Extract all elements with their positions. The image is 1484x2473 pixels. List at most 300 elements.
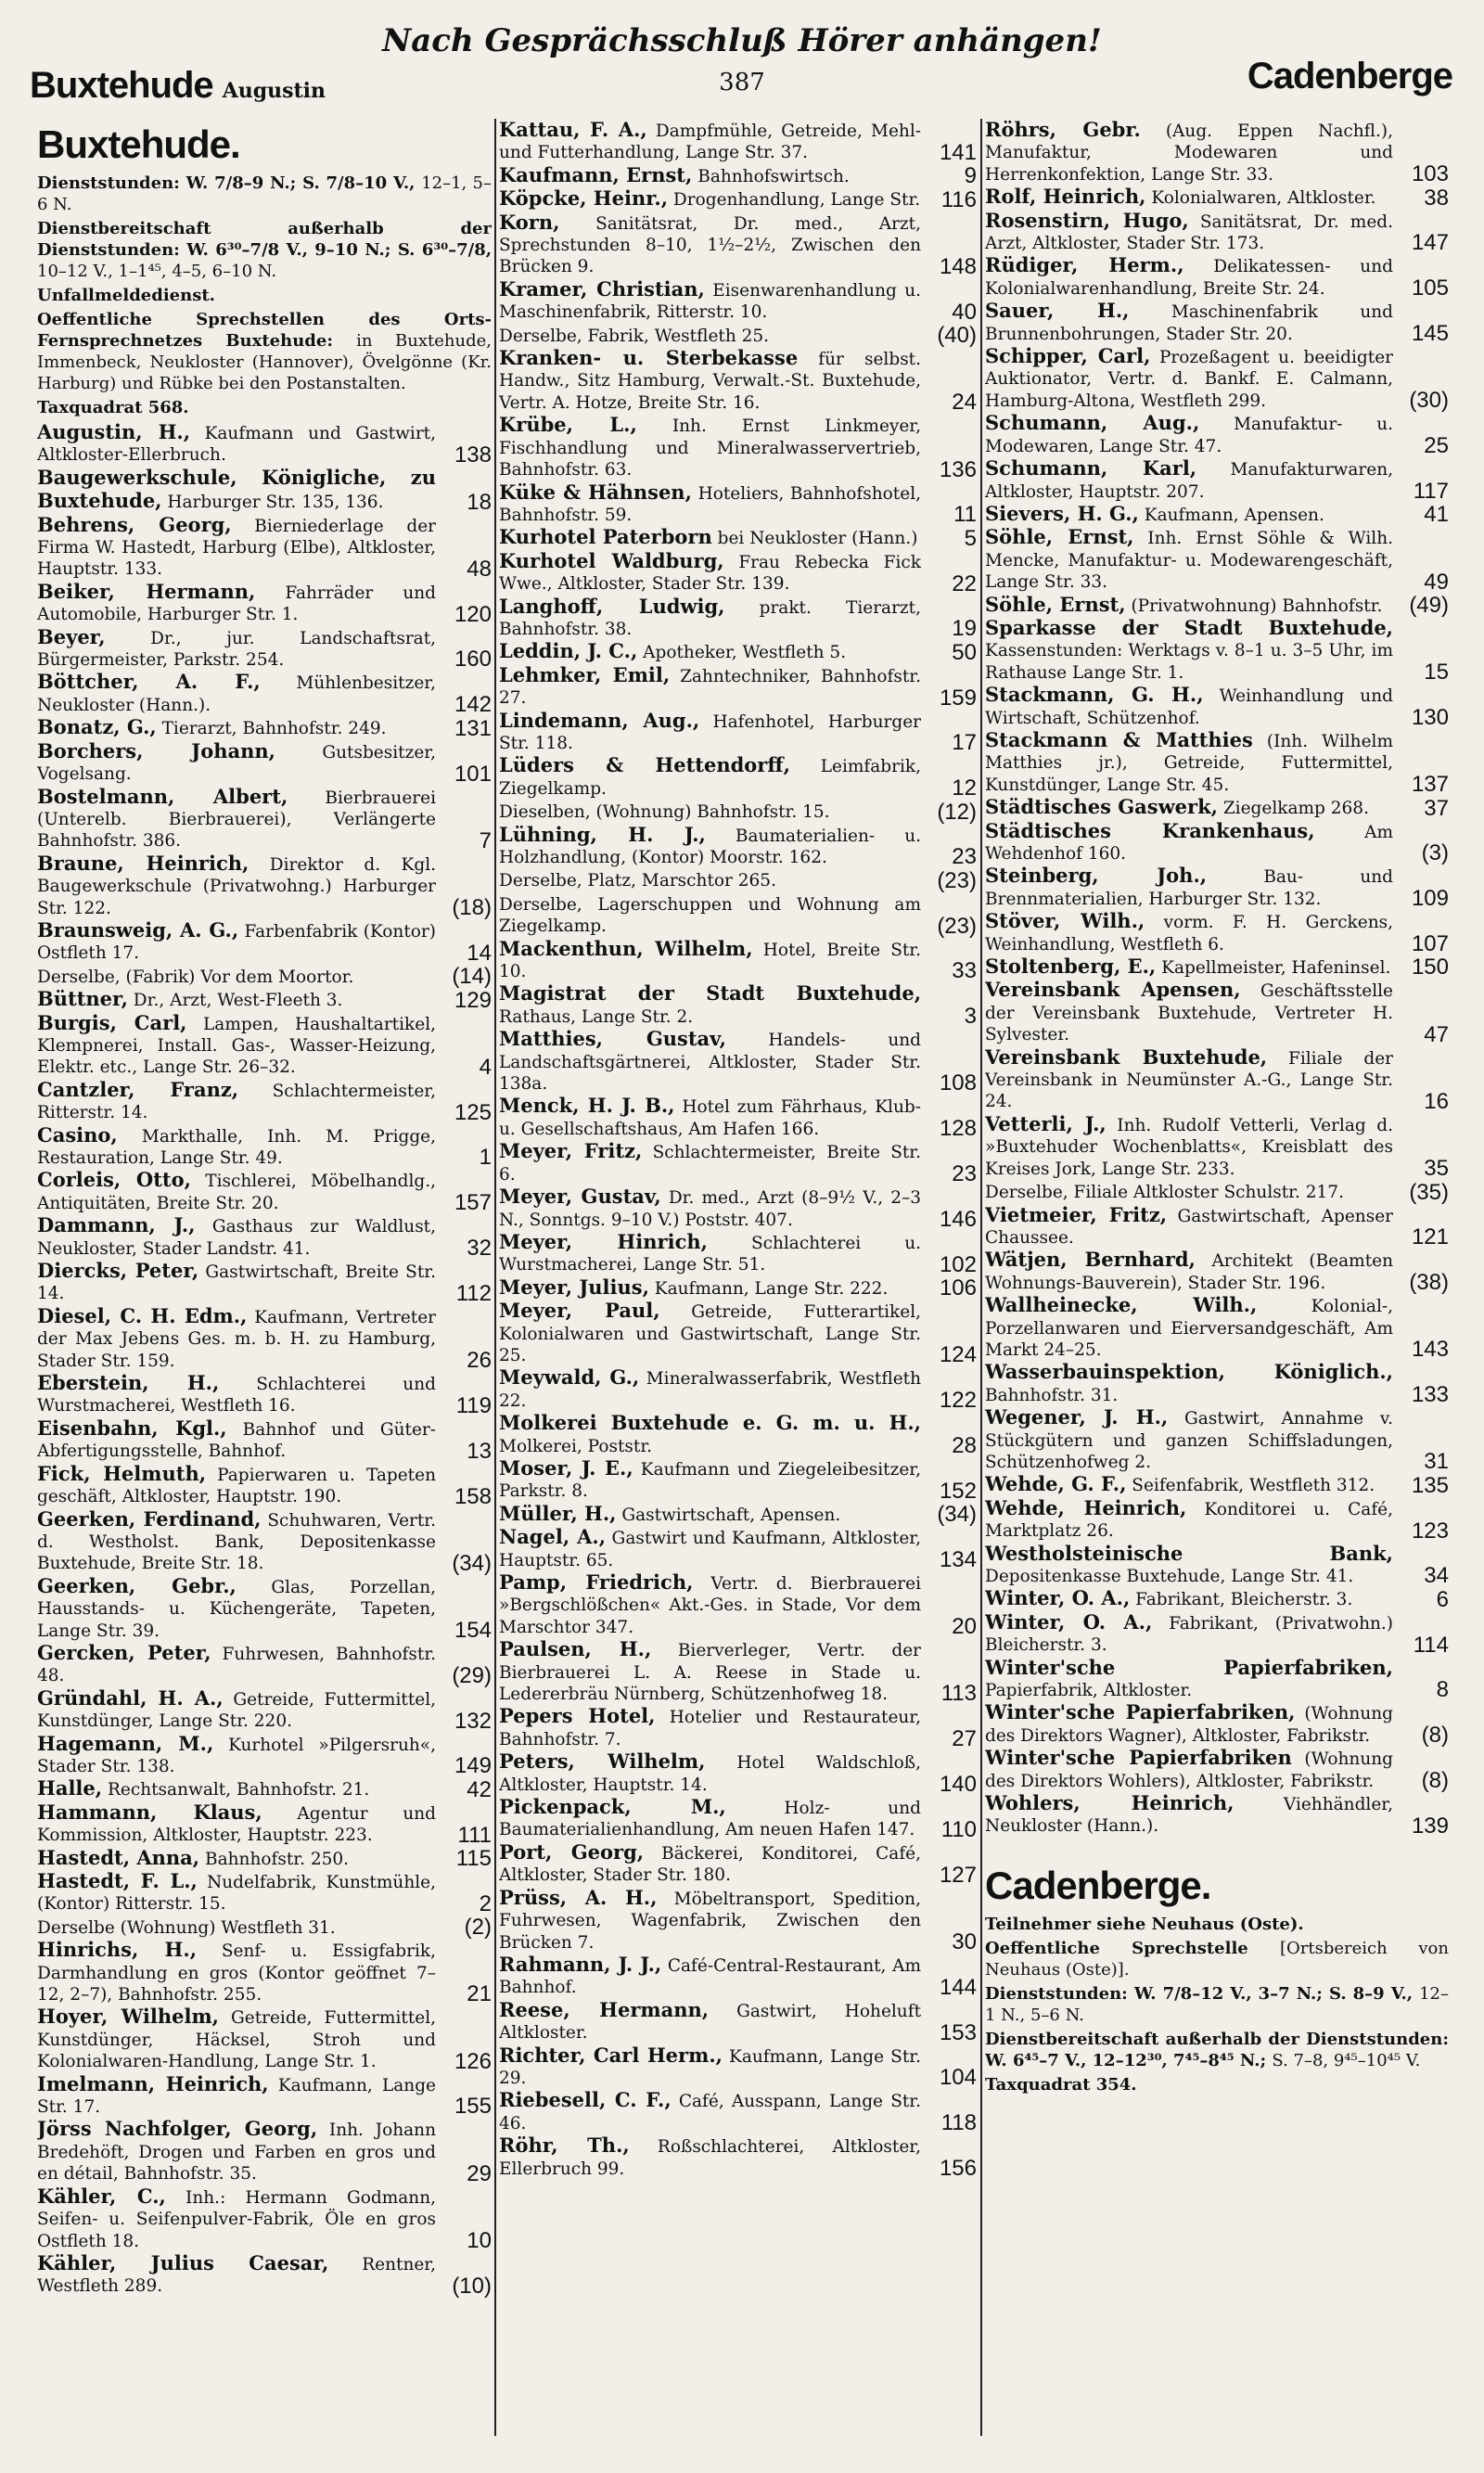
phone-number: 125	[454, 1099, 492, 1125]
subscriber-details: Drogenhandlung, Lange Str.	[672, 190, 921, 211]
directory-entry	[499, 1095, 977, 1140]
subscriber-details: Vertr. d. Bierbrauerei »Bergschlößchen« Akt.-Ges. in Stade, Vor dem Marschtor 347.	[499, 1574, 921, 1637]
phone-number: 157	[454, 1190, 492, 1216]
phone-number: (2)	[464, 1915, 492, 1941]
subscriber-details: Zahntechniker, Bahnhofstr. 27.	[499, 666, 921, 709]
info-label: Dienststunden: W. 7/8–9 N.; S. 7/8–10 V.,	[37, 173, 422, 193]
subscriber-details: Kaufmann, Vertreter der Max Jebens Ges. m. b. H. zu Hamburg, Stader Str. 159.	[37, 1307, 436, 1371]
directory-entry	[37, 1916, 492, 1939]
subscriber-name: Beiker, Hermann,	[37, 579, 256, 603]
subscriber-name: Lüders & Hettendorff,	[499, 753, 790, 777]
subscriber-name: Küke & Hähnsen,	[499, 480, 692, 504]
phone-number: 140	[939, 1772, 977, 1798]
subscriber-details: Derselbe, Lagerschuppen und Wohnung am Ziegelkamp.	[499, 894, 921, 937]
subscriber-name: Winter'sche Papierfabriken	[985, 1746, 1292, 1770]
info-text: 12–1, 5–6 N.	[37, 173, 492, 214]
directory-entry	[499, 1185, 977, 1231]
directory-entry	[37, 1733, 492, 1778]
subscriber-details: Manufaktur- u. Modewaren, Lange Str. 47.	[985, 415, 1394, 456]
subscriber-details: (Privatwohnung) Bahnhofstr.	[1131, 596, 1383, 616]
subscriber-details: Hoteliers, Bahnhofshotel, Bahnhofstr. 59.	[499, 483, 921, 525]
phone-number: 132	[454, 1708, 492, 1734]
phone-number: 25	[1424, 433, 1449, 459]
directory-entry	[499, 211, 977, 278]
phone-number: 11	[953, 502, 977, 528]
directory-entry	[37, 852, 492, 919]
phone-number: 120	[454, 601, 492, 627]
subscriber-name: Kramer, Christian,	[499, 276, 705, 301]
phone-number: 50	[952, 639, 977, 665]
directory-entry	[499, 1276, 977, 1300]
subscriber-name: Schumann, Aug.,	[985, 411, 1200, 435]
phone-number: 142	[454, 692, 492, 718]
directory-entry	[985, 796, 1449, 819]
phone-number: 104	[939, 2065, 977, 2091]
subscriber-name: Lühning, H. J.,	[499, 822, 706, 846]
subscriber-details: Depositenkasse Buxtehude, Lange Str. 41.	[985, 1567, 1354, 1586]
subscriber-details: Kaufmann, Lange Str. 17.	[37, 2075, 436, 2118]
directory-entry	[37, 1777, 492, 1800]
subscriber-details: (Wohnung des Direktors Wagner), Altkloster, Fabrikstr.	[985, 1704, 1393, 1746]
subscriber-details: Kapellmeister, Hafeninsel.	[1161, 958, 1391, 979]
subscriber-details: Inh.: Hermann Godmann, Seifen- u. Seifenpulver-Fabrik, Öle en gros Ostfleth 18.	[37, 2187, 436, 2251]
info-paragraph	[985, 2029, 1449, 2071]
phone-number: 156	[939, 2155, 977, 2181]
subscriber-details: Hotel Waldschloß, Altkloster, Hauptstr. 14.	[499, 1753, 921, 1795]
phone-number: 149	[454, 1753, 492, 1779]
subscriber-name: Matthies, Gustav,	[499, 1027, 726, 1051]
directory-entry	[499, 1412, 977, 1457]
info-label: Taxquadrat 354.	[985, 2074, 1137, 2095]
info-label: Teilnehmer siehe Neuhaus (Oste).	[985, 1914, 1304, 1934]
subscriber-details: bei Neukloster (Hann.)	[717, 529, 918, 549]
phone-number: 133	[1411, 1382, 1449, 1408]
directory-entry	[499, 1028, 977, 1095]
directory-entry	[37, 1939, 492, 2005]
subscriber-details: Inh. Ernst Linkmeyer, Fischhandlung und Mineralwasservertrieb, Bahnhofstr. 63.	[499, 416, 921, 481]
phone-number: 3	[964, 1004, 977, 1030]
directory-entry	[985, 594, 1449, 617]
phone-number: 103	[1411, 161, 1449, 187]
phone-number: 101	[454, 761, 492, 787]
subscriber-details: Hotel zum Fährhaus, Klub- u. Gesellschaftshaus, Am Hafen 166.	[499, 1097, 921, 1139]
phone-number: 33	[952, 958, 977, 984]
subscriber-details: prakt. Tierarzt, Bahnhofstr. 38.	[499, 597, 921, 639]
subscriber-name: Lindemann, Aug.,	[499, 708, 700, 732]
directory-entry	[985, 503, 1449, 526]
phone-number: (3)	[1421, 840, 1449, 866]
subscriber-name: Wehde, Heinrich,	[985, 1495, 1187, 1519]
phone-number: 109	[1411, 886, 1449, 912]
subscriber-name: Hinrichs, H.,	[37, 1938, 198, 1962]
subscriber-details: Gastwirtschaft, Apenser Chaussee.	[985, 1206, 1394, 1248]
directory-entry	[499, 596, 977, 641]
subscriber-name: Rüdiger, Herm.,	[985, 253, 1184, 277]
phone-number: 123	[1411, 1518, 1449, 1544]
subscriber-name: Riebesell, C. F.,	[499, 2088, 672, 2112]
info-label: Oeffentliche Sprechstelle	[985, 1938, 1280, 1958]
directory-entry	[499, 187, 977, 211]
directory-entry	[499, 1841, 977, 1887]
subscriber-name: Büttner,	[37, 987, 128, 1011]
directory-entry	[499, 1231, 977, 1276]
directory-entry	[499, 1954, 977, 1999]
subscriber-name: Röhrs, Gebr.	[985, 119, 1141, 141]
phone-number: 22	[952, 570, 977, 596]
subscriber-details: Kaufmann, Lange Str. 222.	[654, 1278, 889, 1299]
column-divider	[494, 119, 496, 2436]
directory-entry	[499, 800, 977, 823]
subscriber-name: Söhle, Ernst,	[985, 525, 1134, 549]
subscriber-details: Kolonial-, Porzellanwaren und Eierversandgeschäft, Am Markt 24–25.	[985, 1297, 1393, 1360]
subscriber-details: Kurhotel »Pilgersruh«, Stader Str. 138.	[37, 1735, 436, 1776]
directory-entry	[499, 414, 977, 481]
phone-number: 40	[952, 299, 977, 325]
subscriber-name: Jörss Nachfolger, Georg,	[37, 2117, 318, 2141]
subscriber-details: Markthalle, Inh. M. Prigge, Restauration, Lange Str. 49.	[37, 1126, 436, 1168]
subscriber-name: Korn,	[499, 210, 560, 234]
subscriber-name: Stackmann & Matthies	[985, 727, 1253, 751]
subscriber-details: Glas, Porzellan, Hausstands- u. Küchengeräte, Tapeten, Lange Str. 39.	[37, 1577, 436, 1641]
info-label: Dienstbereitschaft außerhalb der Dienststunden: W. 6³⁰–7/8 V., 9–10 N.; S. 6³⁰–7/8,	[37, 219, 492, 260]
subscriber-name: Langhoff, Ludwig,	[499, 594, 725, 618]
phone-number: (34)	[452, 1550, 492, 1576]
subscriber-details: Mühlenbesitzer, Neukloster (Hann.).	[37, 673, 436, 715]
phone-number: 127	[939, 1862, 977, 1888]
directory-entry	[37, 1687, 492, 1733]
subscriber-details: Frau Rebecka Fick Wwe., Altkloster, Stader Str. 139.	[499, 552, 921, 595]
subscriber-name: Wätjen, Bernhard,	[985, 1248, 1196, 1272]
entry-list	[499, 119, 977, 2180]
info-text: 12–1 N., 5–6 N.	[985, 1983, 1449, 2025]
subscriber-name: Schipper, Carl,	[985, 344, 1151, 368]
phone-number: 41	[1424, 502, 1449, 528]
subscriber-details: Derselbe, Platz, Marschtor 265.	[499, 871, 776, 891]
phone-number: 143	[1411, 1337, 1449, 1363]
subscriber-details: Konditorei u. Café, Marktplatz 26.	[985, 1499, 1393, 1542]
subscriber-details: Inh. Rudolf Vetterli, Verlag d. »Buxtehuder Wochenblatts«, Kreisblatt des Kreises Jork, Lange Str. 233.	[985, 1115, 1393, 1179]
subscriber-name: Köpcke, Heinr.,	[499, 186, 669, 211]
subscriber-details: (Aug. Eppen Nachfl.), Manufaktur, Modewaren und Herrenkonfektion, Lange Str. 33.	[985, 122, 1393, 185]
phone-number: 29	[467, 2160, 492, 2186]
directory-entry	[985, 119, 1449, 186]
subscriber-details: Am Wehdenhof 160.	[985, 822, 1393, 864]
directory-entry	[985, 1701, 1449, 1747]
subscriber-details: Café, Ausspann, Lange Str. 46.	[499, 2092, 922, 2133]
directory-entry	[499, 1705, 977, 1750]
info-label: Unfallmeldedienst.	[37, 286, 215, 305]
directory-entry	[985, 1657, 1449, 1702]
subscriber-details: Delikatessen- und Kolonialwarenhandlung, Breite Str. 24.	[985, 257, 1393, 299]
subscriber-details: Handels- und Landschaftsgärtnerei, Altkloster, Stader Str. 138a.	[499, 1031, 921, 1095]
directory-entry	[985, 300, 1449, 345]
directory-entry	[499, 1887, 977, 1954]
subscriber-details: Gastwirt, Annahme v. Stückgütern und ganzen Schiffsladungen, Schützenhofweg 2.	[985, 1409, 1393, 1472]
info-text: in Buxtehude, Immenbeck, Neukloster (Hannover), Övelgönne (Kr. Harburg) und Rübke bei den Postanstalten.	[37, 331, 492, 393]
directory-entry	[499, 824, 977, 869]
subscriber-details: Bäckerei, Konditorei, Café, Altkloster, Stader Str. 180.	[499, 1843, 921, 1886]
phone-number: 145	[1411, 321, 1449, 347]
directory-entry	[985, 1249, 1449, 1294]
phone-number: 150	[1411, 955, 1449, 980]
phone-number: 154	[454, 1617, 492, 1643]
subscriber-details: Nudelfabrik, Kunstmühle, (Kontor) Ritterstr. 15.	[37, 1873, 436, 1915]
subscriber-details: Bahnhof und Güter-Abfertigungsstelle, Bahnhof.	[37, 1419, 436, 1462]
subscriber-name: Hastedt, F. L.,	[37, 1869, 198, 1892]
directory-entry	[499, 1638, 977, 1705]
subscriber-details: Viehhändler, Neukloster (Hann.).	[985, 1795, 1393, 1837]
subscriber-name: Krübe, L.,	[499, 413, 637, 437]
directory-entry	[499, 1999, 977, 2044]
subscriber-details: Eisenwarenhandlung u. Maschinenfabrik, Ritterstr. 10.	[499, 280, 921, 323]
directory-entry	[37, 988, 492, 1011]
subscriber-details: Senf- u. Essigfabrik, Darmhandlung en gros (Kontor geöffnet 7–12, 2–7), Bahnhofstr. 255.	[37, 1941, 436, 2005]
directory-entry	[37, 1870, 492, 1916]
subscriber-name: Sievers, H. G.,	[985, 501, 1139, 525]
subscriber-details: Molkerei, Poststr.	[499, 1436, 653, 1456]
subscriber-name: Reese, Hermann,	[499, 1997, 710, 2021]
directory-entry	[985, 910, 1449, 955]
subscriber-name: Menck, H. J. B.,	[499, 1094, 675, 1118]
directory-entry	[985, 526, 1449, 593]
directory-entry	[499, 1140, 977, 1185]
subscriber-name: Nagel, A.,	[499, 1525, 607, 1549]
phone-number: 148	[939, 253, 977, 279]
town-heading: Buxtehude.	[37, 122, 240, 166]
phone-number: 4	[479, 1054, 492, 1080]
phone-number: 42	[467, 1776, 492, 1802]
phone-number: 15	[1424, 660, 1449, 686]
directory-entry	[37, 1508, 492, 1575]
subscriber-name: Hoyer, Wilhelm,	[37, 2005, 219, 2029]
directory-entry	[985, 1361, 1449, 1406]
phone-number: (29)	[452, 1662, 492, 1688]
subscriber-details: Tischlerei, Möbelhandlg., Antiquitäten, Breite Str. 20.	[37, 1172, 436, 1213]
directory-entry	[499, 1750, 977, 1796]
info-paragraph	[37, 309, 492, 394]
directory-entry	[985, 979, 1449, 1045]
directory-entry	[37, 1642, 492, 1687]
subscriber-details: (Wohnung des Direktors Wohlers), Altkloster, Fabrikstr.	[985, 1749, 1393, 1791]
subscriber-name: Cantzler, Franz,	[37, 1077, 239, 1101]
directory-entry	[37, 626, 492, 672]
directory-entry	[985, 684, 1449, 729]
directory-entry	[37, 1079, 492, 1124]
directory-entry	[985, 1406, 1449, 1473]
subscriber-details: Sanitätsrat, Dr. med. Arzt, Altkloster, Stader Str. 173.	[985, 211, 1393, 254]
phone-number: 139	[1411, 1813, 1449, 1839]
phone-number: 146	[939, 1206, 977, 1232]
subscriber-details: Fuhrwesen, Bahnhofstr. 48.	[37, 1644, 437, 1686]
subscriber-details: Gasthaus zur Waldlust, Neukloster, Stader Landstr. 41.	[37, 1217, 436, 1259]
phone-number: 110	[940, 1816, 977, 1842]
subscriber-details: für selbst. Handw., Sitz Hamburg, Verwalt.-St. Buxtehude, Vertr. A. Hotze, Breite Str. 16.	[499, 350, 921, 413]
info-paragraph	[37, 173, 492, 215]
subscriber-details: Bierniederlage der Firma W. Hastedt, Harburg (Elbe), Altkloster, Hauptstr. 133.	[37, 516, 436, 580]
phone-number: 19	[952, 616, 977, 642]
phone-number: 141	[939, 139, 977, 165]
info-paragraph	[985, 2074, 1449, 2095]
subscriber-name: Pickenpack, M.,	[499, 1795, 726, 1819]
phone-number: 108	[939, 1070, 977, 1096]
subscriber-name: Braune, Heinrich,	[37, 851, 249, 875]
directory-entry	[37, 421, 492, 467]
subscriber-details: Hafenhotel, Harburger Str. 118.	[499, 711, 921, 753]
town-heading: Cadenberge.	[985, 1863, 1211, 1907]
subscriber-name: Vetterli, J.,	[985, 1111, 1107, 1135]
subscriber-details: Derselbe (Wohnung) Westfleth 31.	[37, 1917, 336, 1938]
subscriber-name: Augustin, H.,	[37, 420, 191, 443]
subscriber-name: Wasserbauinspektion, Königlich.,	[985, 1360, 1393, 1384]
phone-number: 5	[964, 525, 977, 551]
subscriber-name: Rosenstirn, Hugo,	[985, 208, 1189, 232]
subscriber-details: Lampen, Haushaltartikel, Klempnerei, Install. Gas-, Wasser-Heizung, Elektr. etc., Lange Str. 26–32.	[37, 1014, 436, 1078]
phone-number: 160	[454, 647, 492, 673]
phone-number: 16	[1424, 1088, 1449, 1114]
subscriber-name: Schumann, Karl,	[985, 456, 1197, 481]
subscriber-name: Vietmeier, Fritz,	[985, 1202, 1168, 1226]
directory-entry	[499, 640, 977, 663]
directory-entry	[499, 1571, 977, 1638]
subscriber-name: Diercks, Peter,	[37, 1259, 199, 1283]
subscriber-details: Kolonialwaren, Altkloster.	[1151, 188, 1376, 209]
phone-number: 49	[1424, 569, 1449, 595]
subscriber-name: Müller, H.,	[499, 1501, 617, 1525]
directory-entry	[37, 786, 492, 852]
phone-number: (34)	[937, 1502, 977, 1528]
subscriber-name: Stöver, Wilh.,	[985, 909, 1145, 933]
directory-entry	[37, 2073, 492, 2119]
info-label: Dienstbereitschaft außerhalb der Dienststunden: W. 6⁴⁵–7 V., 12–12³⁰, 7⁴⁵–8⁴⁵ N.;	[985, 2029, 1449, 2070]
subscriber-details: Prozeßagent u. beeidigter Auktionator, Vertr. d. Bankf. E. Calmann, Hamburg-Altona, Westfleth 299.	[985, 348, 1393, 411]
phone-number: 21	[467, 1981, 492, 2007]
subscriber-name: Borchers, Johann,	[37, 738, 275, 762]
subscriber-name: Wehde, G. F.,	[985, 1472, 1127, 1496]
phone-number: (18)	[452, 894, 492, 920]
subscriber-details: Dr., jur. Landschaftsrat, Bürgermeister, Parkstr. 254.	[37, 628, 437, 671]
subscriber-name: Kranken- u. Sterbekasse	[499, 346, 799, 370]
directory-entry	[37, 2252, 492, 2298]
directory-entry	[499, 278, 977, 324]
subscriber-name: Kattau, F. A.,	[499, 119, 647, 141]
directory-entry	[499, 938, 977, 983]
directory-entry	[499, 892, 977, 938]
directory-entry	[499, 119, 977, 164]
header-left-sub: Augustin	[222, 79, 326, 103]
directory-entry	[37, 467, 492, 514]
subscriber-details: Bahnhofstr. 31.	[985, 1385, 1119, 1405]
info-label: Oeffentliche Sprechstellen des Orts-Fernsprechnetzes Buxtehude:	[37, 310, 492, 351]
directory-entry	[499, 550, 977, 596]
phone-number: 12	[952, 775, 977, 801]
subscriber-details: Apotheker, Westfleth 5.	[643, 643, 847, 663]
phone-number: 153	[939, 2019, 977, 2045]
phone-number: 2	[479, 1890, 492, 1916]
directory-entry	[499, 1366, 977, 1412]
subscriber-details: Möbeltransport, Spedition, Fuhrwesen, Wagenfabrik, Zwischen den Brücken 7.	[499, 1889, 921, 1953]
phone-number: (40)	[937, 323, 977, 349]
phone-number: 155	[454, 2094, 492, 2120]
directory-entry	[985, 1611, 1449, 1657]
info-label: Dienststunden: W. 7/8–12 V., 3–7 N.; S. 8–9 V.,	[985, 1983, 1420, 2004]
subscriber-name: Corleis, Otto,	[37, 1168, 191, 1192]
phone-number: 113	[940, 1681, 977, 1707]
phone-number: 18	[467, 489, 492, 515]
subscriber-details: Gastwirt, Hoheluft Altkloster.	[499, 2001, 922, 2044]
subscriber-details: Gastwirtschaft, Breite Str. 14.	[37, 1262, 436, 1304]
subscriber-details: Schlachtermeister, Breite Str. 6.	[499, 1143, 921, 1185]
subscriber-name: Hagemann, M.,	[37, 1731, 214, 1755]
subscriber-details: Fabrikant, (Privatwohn.) Bleicherstr. 3.	[985, 1613, 1393, 1656]
directory-entry	[985, 617, 1449, 684]
subscriber-details: vorm. F. H. Gerckens, Weinhandlung, Westfleth 6.	[985, 913, 1393, 955]
subscriber-details: Derselbe, Filiale Altkloster Schulstr. 217.	[985, 1183, 1344, 1203]
directory-entry	[499, 526, 977, 549]
subscriber-name: Böttcher, A. F.,	[37, 670, 261, 694]
phone-number: 107	[1411, 931, 1449, 957]
phone-number: 14	[467, 940, 492, 966]
subscriber-details: Rechtsanwalt, Bahnhofstr. 21.	[107, 1780, 370, 1800]
subscriber-details: Inh. Ernst Söhle & Wilh. Mencke, Manufaktur- u. Modewarengeschäft, Lange Str. 33.	[985, 529, 1394, 593]
subscriber-details: Rentner, Westfleth 289.	[37, 2254, 436, 2297]
directory-entry	[985, 820, 1449, 865]
directory-entry	[499, 481, 977, 527]
subscriber-name: Braunsweig, A. G.,	[37, 917, 239, 942]
phone-number: 106	[939, 1275, 977, 1301]
phone-number: 37	[1424, 795, 1449, 821]
subscriber-details: Gastwirtschaft, Apensen.	[621, 1505, 841, 1525]
directory-entry	[985, 729, 1449, 796]
directory-entry	[985, 412, 1449, 457]
directory-entry	[499, 1526, 977, 1571]
page-number: 387	[719, 69, 765, 96]
subscriber-details: Bahnhofstr. 250.	[204, 1849, 350, 1869]
subscriber-name: Meywald, G.,	[499, 1365, 640, 1390]
phone-number: 102	[939, 1251, 977, 1277]
subscriber-name: Kurhotel Waldburg,	[499, 548, 724, 572]
phone-number: 119	[455, 1392, 492, 1418]
subscriber-name: Rolf, Heinrich,	[985, 185, 1146, 209]
subscriber-details: Geschäftsstelle der Vereinsbank Buxtehude, Vertreter H. Sylvester.	[985, 981, 1393, 1045]
subscriber-details: Manufakturwaren, Altkloster, Hauptstr. 207.	[985, 460, 1393, 502]
directory-entry	[499, 1457, 977, 1503]
phone-number: 9	[964, 163, 977, 189]
subscriber-details: Rathaus, Lange Str. 2.	[499, 1006, 694, 1027]
phone-number: 134	[939, 1547, 977, 1572]
phone-number: (30)	[1409, 388, 1449, 414]
phone-number: 135	[1411, 1472, 1449, 1498]
directory-entry	[499, 2134, 977, 2180]
subscriber-details: Seifenfabrik, Westfleth 312.	[1132, 1476, 1375, 1496]
info-text: 10–12 V., 1–1⁴⁵, 4–5, 6–10 N.	[37, 262, 277, 281]
subscriber-details: Schlachterei und Wurstmacherei, Westfleth 16.	[37, 1375, 436, 1416]
info-paragraph	[37, 397, 492, 418]
directory-entry	[499, 754, 977, 800]
subscriber-name: Steinberg, Joh.,	[985, 864, 1208, 888]
phone-number: 114	[1413, 1632, 1449, 1658]
directory-entry	[985, 1543, 1449, 1588]
phone-number: 122	[939, 1388, 977, 1414]
subscriber-name: Sauer, H.,	[985, 299, 1130, 323]
directory-entry	[985, 186, 1449, 209]
directory-entry	[985, 1294, 1449, 1361]
phone-number: (14)	[452, 964, 492, 990]
subscriber-details: Fahrräder und Automobile, Harburger Str. 1.	[37, 583, 436, 625]
directory-entry	[985, 1180, 1449, 1203]
phone-number: 147	[1411, 230, 1449, 256]
phone-number: (35)	[1409, 1179, 1449, 1205]
subscriber-details: Weinhandlung und Wirtschaft, Schützenhof.	[985, 686, 1393, 728]
